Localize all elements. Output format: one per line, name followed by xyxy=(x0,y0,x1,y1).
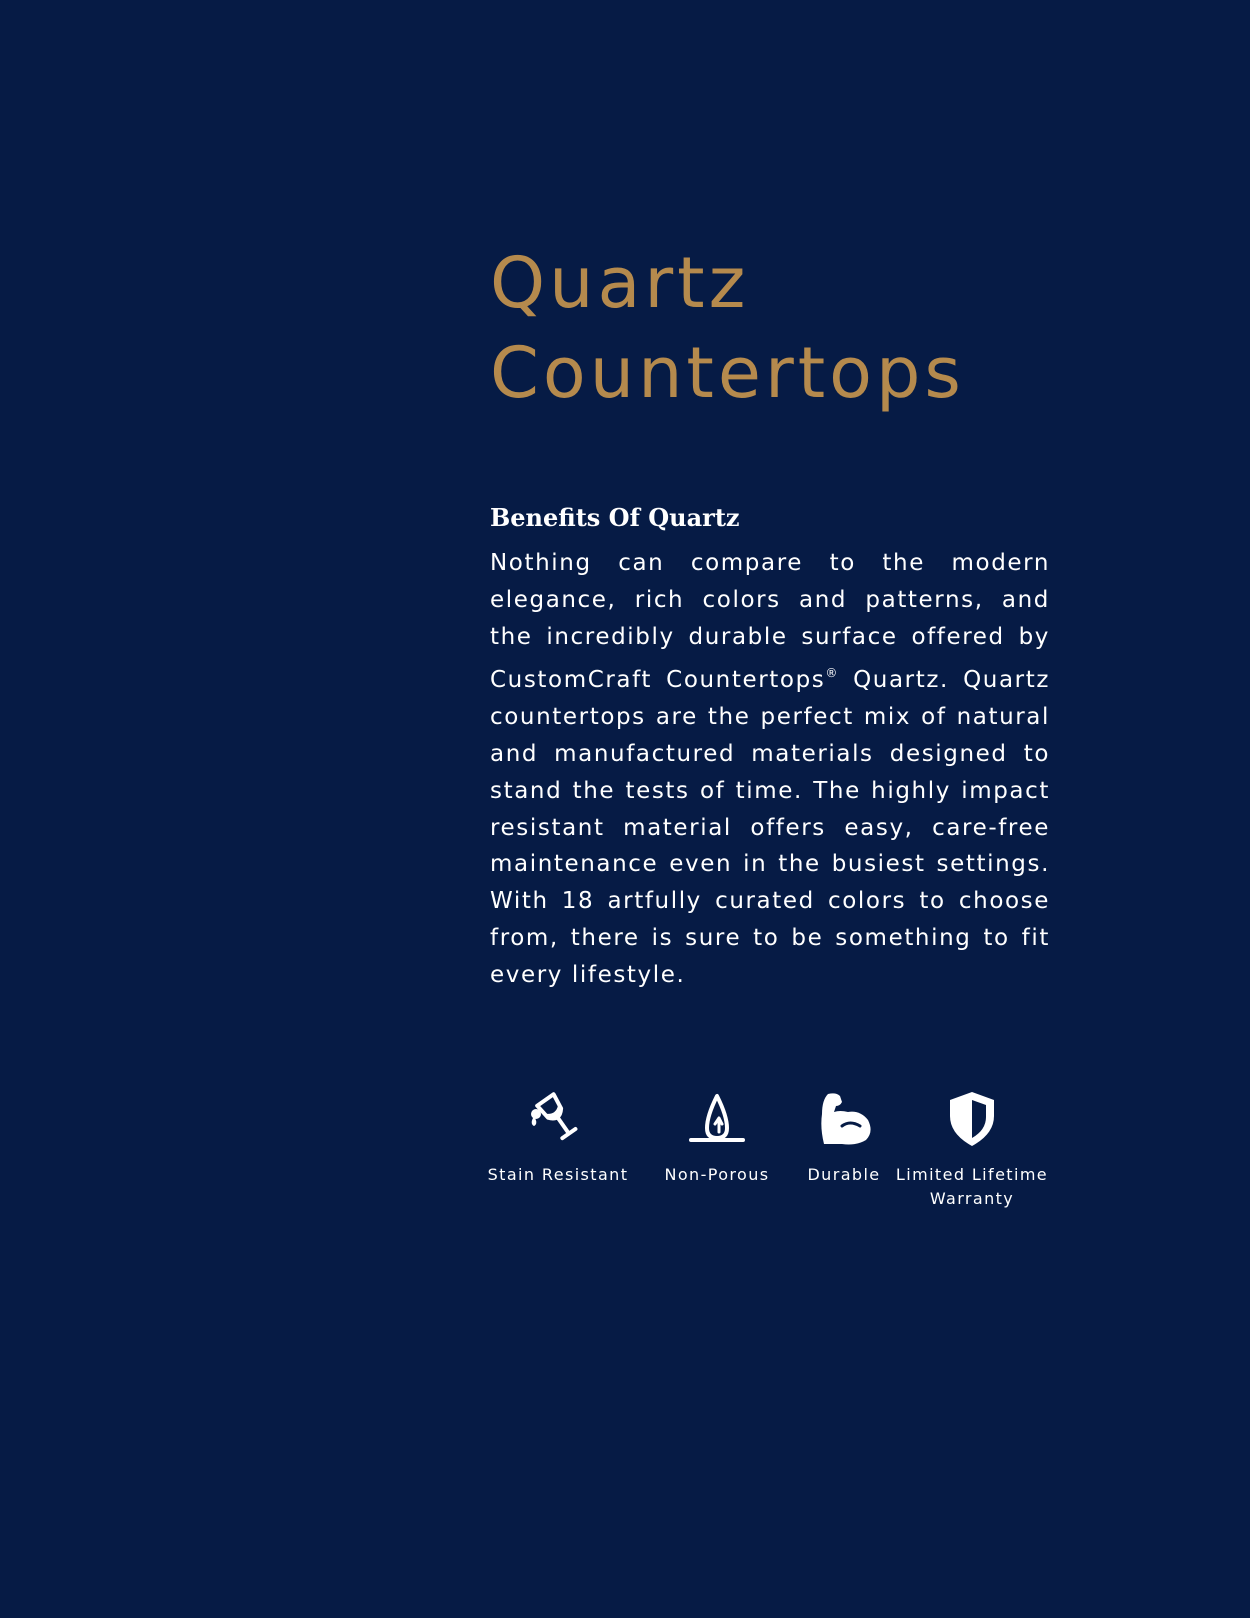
feature-stain-resistant xyxy=(482,1088,634,1187)
shield-icon xyxy=(892,1088,1052,1148)
wine-glass-spill-icon xyxy=(482,1088,634,1148)
feature-label-line-2: Warranty xyxy=(929,1189,1015,1208)
water-drop-icon xyxy=(647,1088,787,1148)
title-line-1: Quartz xyxy=(490,242,750,324)
feature-label xyxy=(892,1163,1052,1211)
flexed-arm-icon xyxy=(785,1088,903,1148)
feature-label-line-1: Limited Lifetime xyxy=(895,1165,1049,1184)
title-line-2: Countertops xyxy=(490,332,965,414)
feature-limited-lifetime-warranty xyxy=(892,1088,1052,1211)
paragraph-part-1: Nothing can compare to the modern elegance, rich colors and patterns, and the incredibly durable surface offered by CustomCraft Countertops xyxy=(490,550,1050,694)
registered-mark: ® xyxy=(825,666,839,681)
feature-durable xyxy=(785,1088,903,1187)
feature-label: Stain Resistant xyxy=(487,1165,629,1184)
paragraph-part-2: Quartz. Quartz countertops are the perfect mix of natural and manufactured materials designed to stand the tests of time. The highly impact resistant material offers easy, care-free maintenance even in the busiest settings. With 18 artfully curated colors to choose from, there is sure to be something to fit every lifestyle. xyxy=(490,667,1050,988)
feature-non-porous xyxy=(647,1088,787,1187)
section-subtitle: Benefits Of Quartz xyxy=(490,503,740,532)
features-row xyxy=(482,1088,1062,1228)
feature-label: Durable xyxy=(807,1165,881,1184)
page-title xyxy=(490,238,1050,418)
feature-label: Non-Porous xyxy=(664,1165,770,1184)
main-content xyxy=(490,238,1050,994)
benefits-paragraph xyxy=(490,545,1050,994)
